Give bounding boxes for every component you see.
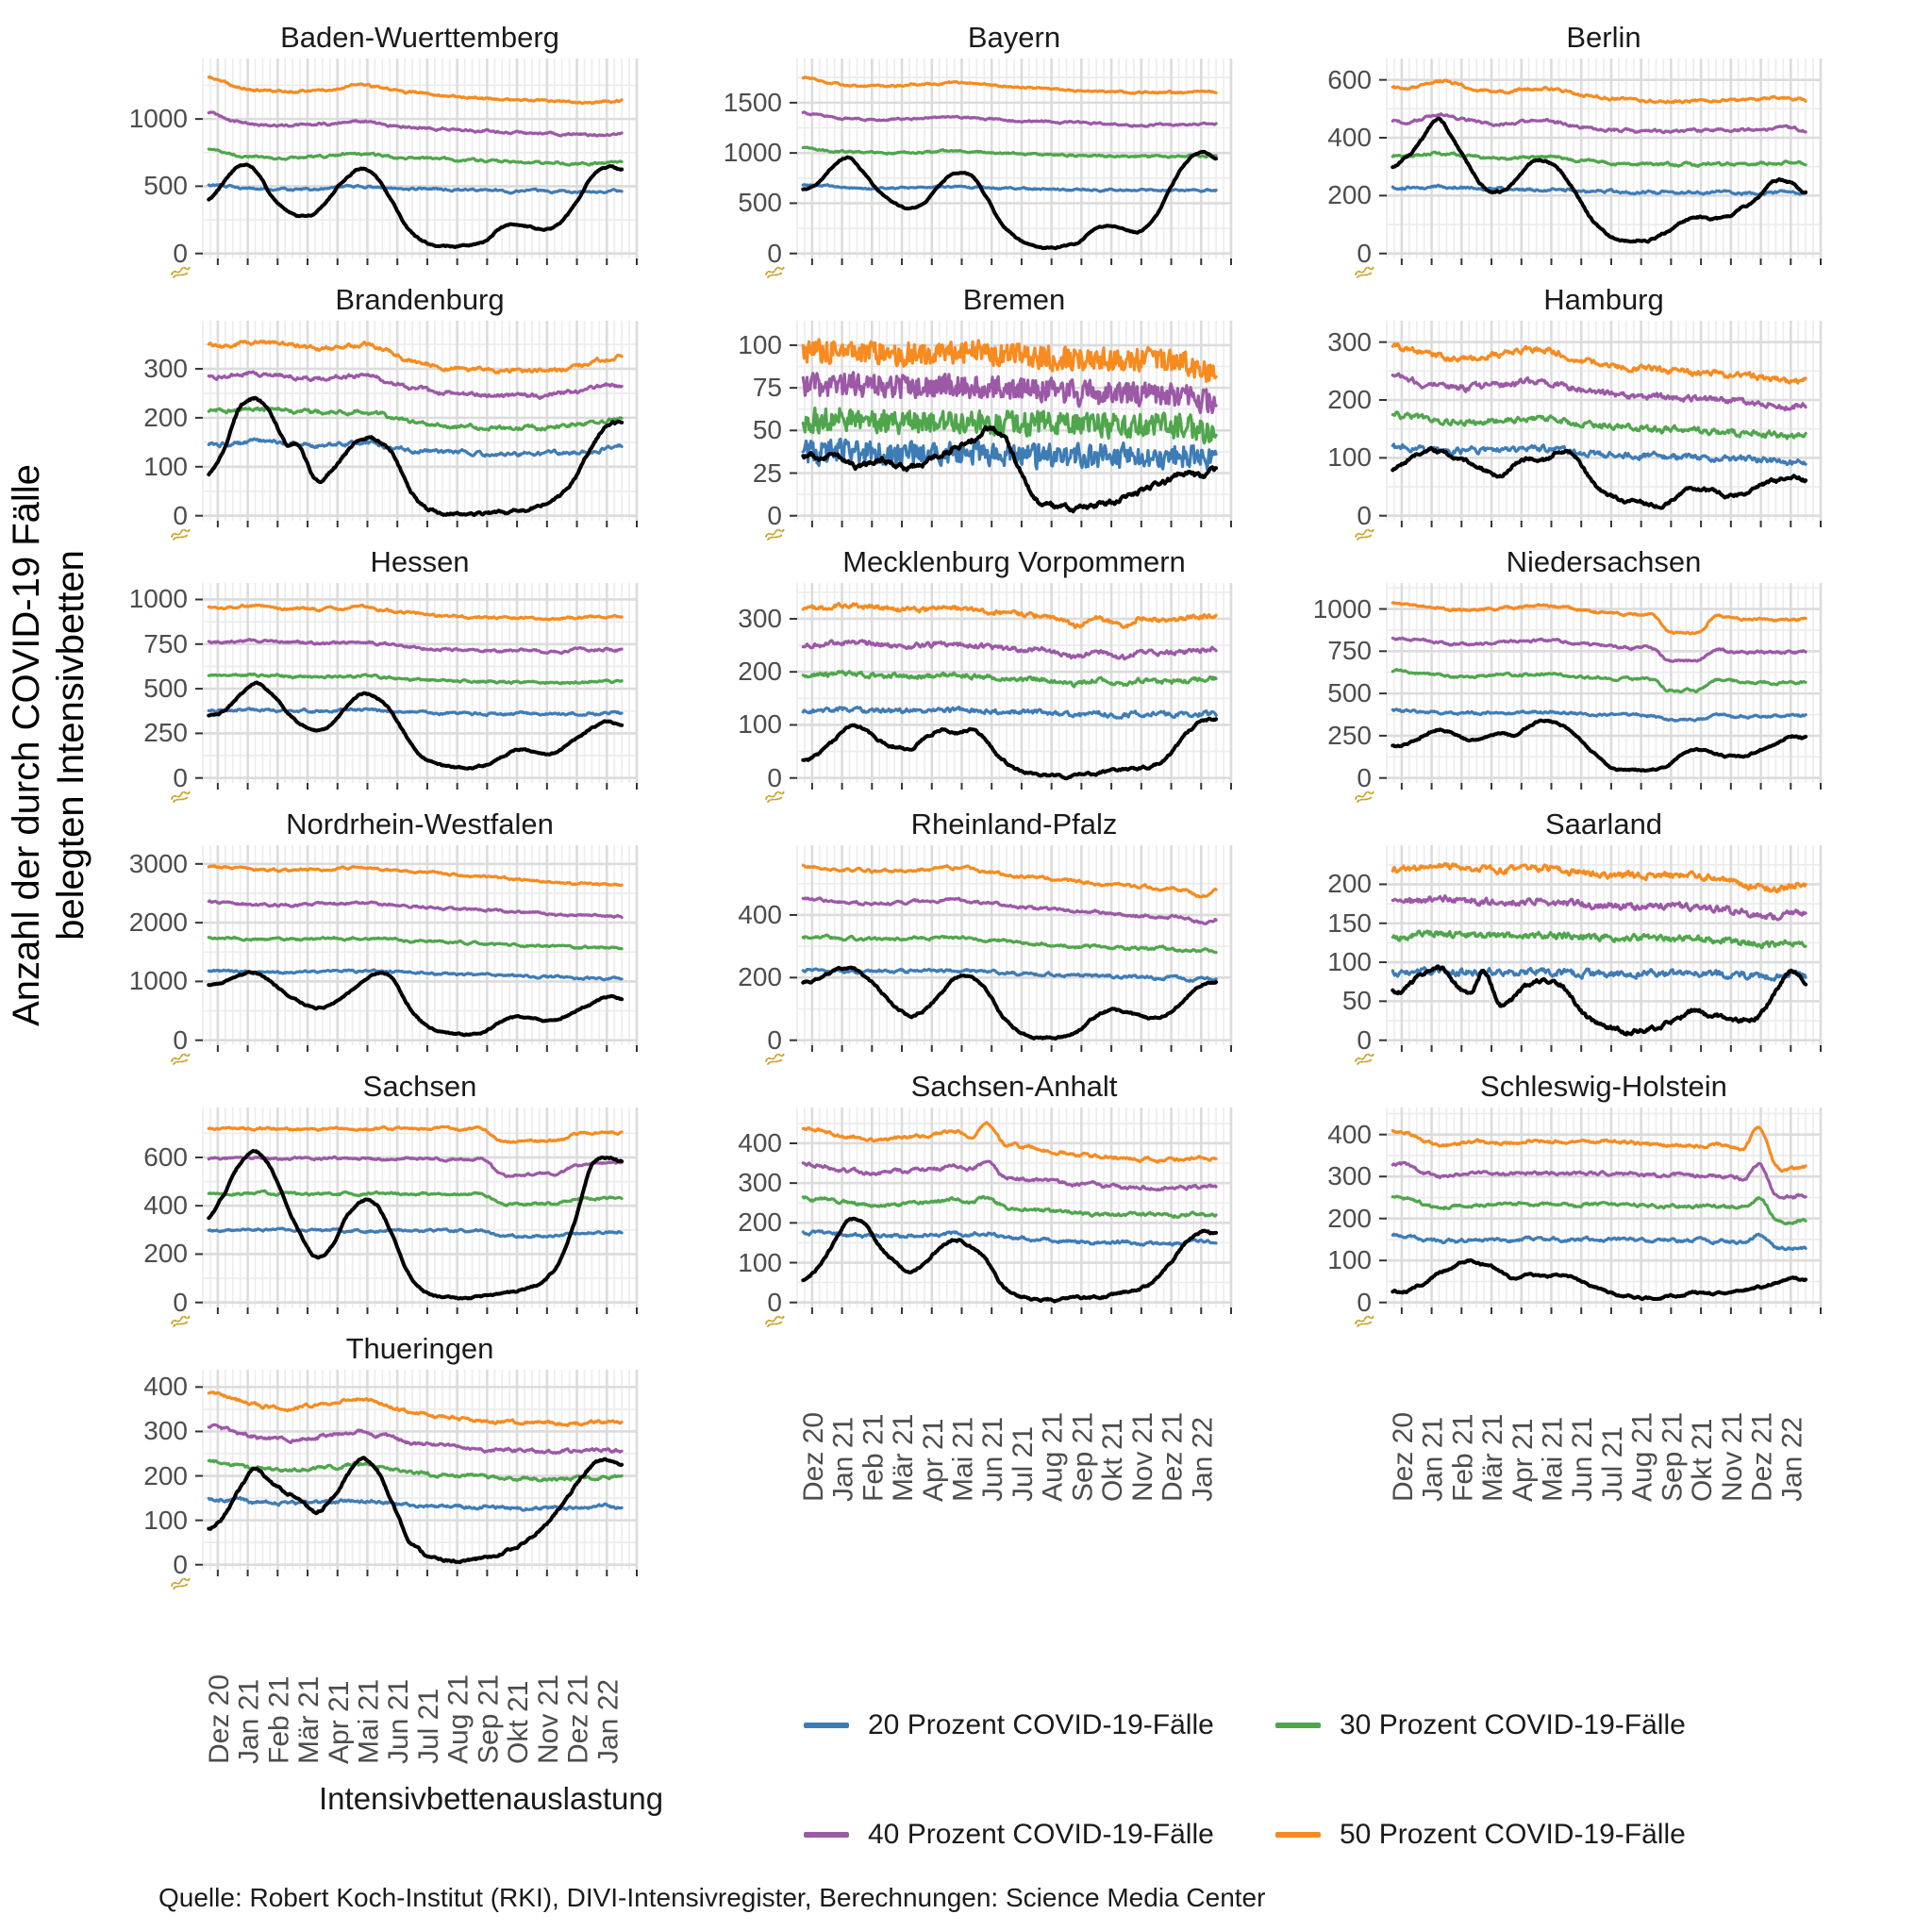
facet-sachsen-anhalt <box>675 1066 1250 1328</box>
y-tick-label: 0 <box>1357 762 1372 792</box>
x-tick-label: Okt 21 <box>1097 1418 1129 1502</box>
facet-title: Mecklenburg Vorpommern <box>842 545 1186 578</box>
x-tick-label: Jan 22 <box>1187 1416 1219 1502</box>
y-tick-label: 500 <box>143 674 188 704</box>
source-caption: Quelle: Robert Koch-Institut (RKI), DIVI-Intensivregister, Berechnungen: Science Media Center <box>158 1883 1266 1912</box>
legend-line-swatch <box>1275 1723 1321 1728</box>
y-tick-label: 500 <box>143 171 188 201</box>
x-tick-label: Apr 21 <box>1507 1418 1539 1502</box>
facet-panel-niedersachsen <box>1375 583 1828 802</box>
y-axis-title: Anzahl der durch COVID-19 Fälle belegten Intensivbetten <box>5 464 92 1026</box>
legend-title: Intensivbettenauslastung <box>319 1781 664 1816</box>
facet-panel-sachsen <box>192 1107 644 1326</box>
legend-entry-label: 40 Prozent COVID-19-Fälle <box>868 1819 1214 1850</box>
x-tick-label: Feb 21 <box>263 1675 295 1764</box>
gold-scribble-icon <box>763 524 788 543</box>
y-tick-label: 500 <box>738 188 782 218</box>
y-tick-label: 0 <box>173 1024 188 1055</box>
facet-saarland <box>1264 804 1840 1066</box>
facet-title: Hamburg <box>1543 283 1664 316</box>
facet-niedersachsen <box>1264 541 1840 804</box>
facet-hessen <box>80 541 656 804</box>
legend-entry-p40 <box>804 1819 1275 1851</box>
gold-scribble-icon <box>763 1049 788 1068</box>
x-tick-label: Feb 21 <box>1447 1413 1479 1502</box>
y-tick-label: 100 <box>738 709 782 740</box>
facet-panel-brandenburg <box>192 321 644 540</box>
y-tick-label: 300 <box>1327 1161 1372 1191</box>
gold-scribble-icon <box>169 787 193 806</box>
y-tick-label: 0 <box>173 762 188 792</box>
gold-scribble-icon <box>169 1311 193 1330</box>
facet-panel-hessen <box>192 583 644 802</box>
y-tick-label: 200 <box>738 962 782 992</box>
y-tick-label: 1000 <box>128 104 188 134</box>
y-tick-label: 25 <box>752 458 782 488</box>
facet-title: Rheinland-Pfalz <box>910 807 1118 841</box>
facet-hamburg <box>1264 279 1840 541</box>
x-tick-label: Jul 21 <box>412 1688 444 1764</box>
y-tick-label: 250 <box>143 718 188 748</box>
x-axis-labels-col3 <box>1375 1317 1828 1506</box>
facet-panel-nordrhein-westfalen <box>192 845 644 1064</box>
facet-title: Baden-Wuerttemberg <box>280 21 559 54</box>
y-tick-label: 1000 <box>723 138 782 168</box>
facet-mecklenburg-vorpommern <box>675 541 1250 804</box>
x-tick-label: Nov 21 <box>1716 1411 1748 1502</box>
gold-scribble-icon <box>763 262 788 281</box>
x-tick-label: Sep 21 <box>473 1673 505 1764</box>
x-axis-labels-col2 <box>786 1317 1239 1506</box>
facet-title: Hessen <box>370 545 470 578</box>
y-tick-label: 300 <box>738 1168 782 1198</box>
y-tick-label: 0 <box>767 500 782 530</box>
legend-entry-label: 50 Prozent COVID-19-Fälle <box>1340 1819 1686 1850</box>
gold-scribble-icon <box>169 262 193 281</box>
facet-title: Bayern <box>967 21 1061 54</box>
y-tick-label: 0 <box>1357 238 1372 268</box>
y-tick-label: 75 <box>752 373 782 403</box>
facet-panel-bayern <box>786 58 1239 277</box>
facet-title: Brandenburg <box>335 283 505 316</box>
x-tick-label: Mär 21 <box>293 1675 325 1764</box>
facet-panel-baden-wuerttemberg <box>192 58 644 277</box>
x-tick-label: Dez 21 <box>1746 1411 1778 1502</box>
x-tick-label: Aug 21 <box>442 1673 475 1764</box>
y-tick-label: 200 <box>1327 1203 1372 1233</box>
x-tick-label: Dez 21 <box>1157 1411 1189 1502</box>
y-tick-label: 250 <box>1327 720 1372 750</box>
y-tick-label: 500 <box>1327 678 1372 708</box>
facet-title: Saarland <box>1544 807 1663 841</box>
y-tick-label: 0 <box>767 1024 782 1055</box>
y-tick-label: 750 <box>1327 636 1372 666</box>
gold-scribble-icon <box>1353 524 1377 543</box>
y-tick-label: 50 <box>752 415 782 445</box>
y-tick-label: 200 <box>143 1239 188 1269</box>
y-tick-label: 2000 <box>128 907 188 938</box>
legend-entry-p20 <box>804 1709 1275 1741</box>
x-tick-label: Jun 21 <box>1567 1416 1599 1502</box>
facet-title: Nordrhein-Westfalen <box>286 807 554 841</box>
x-tick-label: Feb 21 <box>858 1413 890 1502</box>
y-tick-label: 400 <box>738 899 782 929</box>
y-tick-label: 100 <box>1327 1245 1372 1275</box>
facet-title: Thueringen <box>345 1332 494 1365</box>
facet-panel-schleswig-holstein <box>1375 1107 1828 1326</box>
x-tick-label: Jun 21 <box>383 1678 415 1764</box>
x-tick-label: Jul 21 <box>1596 1425 1628 1502</box>
facet-panel-rheinland-pfalz <box>786 845 1239 1064</box>
x-tick-label: Dez 20 <box>203 1673 235 1764</box>
facet-panel-bremen <box>786 321 1239 540</box>
y-tick-label: 750 <box>143 628 188 658</box>
y-tick-label: 400 <box>143 1190 188 1221</box>
x-axis-labels-col1 <box>192 1579 644 1768</box>
y-tick-label: 600 <box>143 1141 188 1172</box>
gold-scribble-icon <box>763 787 788 806</box>
x-tick-label: Sep 21 <box>1067 1411 1099 1502</box>
facet-title: Schleswig-Holstein <box>1480 1070 1727 1103</box>
y-tick-label: 300 <box>1327 326 1372 357</box>
legend-entry-label: 20 Prozent COVID-19-Fälle <box>868 1709 1214 1740</box>
facet-berlin <box>1264 17 1840 279</box>
facet-brandenburg <box>80 279 656 541</box>
x-tick-label: Aug 21 <box>1626 1411 1658 1502</box>
y-tick-label: 200 <box>738 1207 782 1238</box>
x-tick-label: Sep 21 <box>1657 1411 1689 1502</box>
gold-scribble-icon <box>1353 1049 1377 1068</box>
x-tick-label: Aug 21 <box>1037 1411 1069 1502</box>
y-tick-label: 200 <box>1327 869 1372 899</box>
x-tick-label: Jun 21 <box>977 1416 1009 1502</box>
facet-sachsen <box>80 1066 656 1328</box>
y-tick-label: 100 <box>143 1505 188 1535</box>
facet-title: Bremen <box>962 283 1066 316</box>
y-tick-label: 400 <box>143 1372 188 1402</box>
facet-panel-hamburg <box>1375 321 1828 540</box>
y-tick-label: 300 <box>143 353 188 383</box>
legend-entry-p50 <box>1275 1819 1747 1851</box>
facet-title: Sachsen-Anhalt <box>910 1070 1118 1103</box>
y-tick-label: 0 <box>767 1287 782 1317</box>
legend-line-swatch <box>1275 1832 1321 1838</box>
legend-entry-label: 30 Prozent COVID-19-Fälle <box>1340 1709 1686 1740</box>
y-tick-label: 1000 <box>1312 593 1372 624</box>
x-tick-label: Okt 21 <box>503 1680 535 1764</box>
y-tick-label: 400 <box>1327 1119 1372 1149</box>
legend-line-swatch <box>804 1832 849 1838</box>
facet-baden-wuerttemberg <box>80 17 656 279</box>
y-tick-label: 400 <box>1327 122 1372 152</box>
x-tick-label: Jan 21 <box>827 1416 859 1502</box>
facet-rheinland-pfalz <box>675 804 1250 1066</box>
facet-panel-berlin <box>1375 58 1828 277</box>
y-tick-label: 1500 <box>723 87 782 117</box>
facet-title: Niedersachsen <box>1506 545 1702 578</box>
y-tick-label: 0 <box>173 500 188 530</box>
y-tick-label: 100 <box>738 329 782 359</box>
y-tick-label: 200 <box>1327 384 1372 414</box>
x-tick-label: Jan 22 <box>592 1678 625 1764</box>
y-tick-label: 100 <box>1327 947 1372 977</box>
y-tick-label: 0 <box>173 1549 188 1579</box>
y-tick-label: 0 <box>767 238 782 268</box>
facet-panel-thueringen <box>192 1370 644 1589</box>
y-tick-label: 200 <box>143 402 188 432</box>
legend <box>804 1709 1747 1851</box>
gold-scribble-icon <box>169 524 193 543</box>
y-tick-label: 200 <box>738 657 782 687</box>
y-tick-label: 0 <box>767 762 782 792</box>
x-tick-label: Okt 21 <box>1687 1418 1719 1502</box>
y-tick-label: 50 <box>1341 986 1372 1016</box>
y-tick-label: 400 <box>738 1127 782 1157</box>
x-tick-label: Nov 21 <box>1126 1411 1158 1502</box>
gold-scribble-icon <box>169 1573 193 1592</box>
facet-panel-mecklenburg-vorpommern <box>786 583 1239 802</box>
x-tick-label: Dez 20 <box>797 1411 829 1502</box>
gold-scribble-icon <box>763 1311 788 1330</box>
y-tick-label: 0 <box>1357 1287 1372 1317</box>
y-tick-label: 150 <box>1327 907 1372 938</box>
y-tick-label: 200 <box>1327 180 1372 210</box>
y-tick-label: 300 <box>143 1416 188 1446</box>
x-tick-label: Mai 21 <box>353 1678 385 1764</box>
y-tick-label: 0 <box>1357 1024 1372 1055</box>
y-tick-label: 100 <box>143 451 188 481</box>
y-tick-label: 3000 <box>128 848 188 878</box>
y-tick-label: 1000 <box>128 584 188 614</box>
gold-scribble-icon <box>1353 787 1377 806</box>
facet-nordrhein-westfalen <box>80 804 656 1066</box>
facet-title: Berlin <box>1566 21 1641 54</box>
facet-title: Sachsen <box>362 1070 477 1103</box>
y-tick-label: 600 <box>1327 64 1372 94</box>
y-tick-label: 0 <box>173 238 188 268</box>
x-tick-label: Apr 21 <box>323 1680 355 1764</box>
y-tick-label: 0 <box>173 1287 188 1317</box>
x-tick-label: Jul 21 <box>1007 1425 1039 1502</box>
legend-line-swatch <box>804 1723 849 1728</box>
y-tick-label: 100 <box>1327 442 1372 473</box>
x-tick-label: Dez 21 <box>562 1673 594 1764</box>
x-tick-label: Jan 21 <box>1417 1416 1449 1502</box>
gold-scribble-icon <box>169 1049 193 1068</box>
y-tick-label: 200 <box>143 1460 188 1490</box>
x-tick-label: Mai 21 <box>947 1416 979 1502</box>
facet-panel-saarland <box>1375 845 1828 1064</box>
y-tick-label: 300 <box>738 603 782 633</box>
x-tick-label: Mär 21 <box>888 1413 920 1502</box>
gold-scribble-icon <box>1353 1311 1377 1330</box>
x-tick-label: Dez 20 <box>1387 1411 1419 1502</box>
legend-entry-p30 <box>1275 1709 1747 1741</box>
x-tick-label: Apr 21 <box>917 1418 949 1502</box>
y-tick-label: 1000 <box>128 966 188 996</box>
facet-bayern <box>675 17 1250 279</box>
facet-schleswig-holstein <box>1264 1066 1840 1328</box>
x-tick-label: Jan 22 <box>1776 1416 1808 1502</box>
gold-scribble-icon <box>1353 262 1377 281</box>
y-tick-label: 0 <box>1357 500 1372 530</box>
x-tick-label: Nov 21 <box>532 1673 564 1764</box>
x-tick-label: Jan 21 <box>233 1678 265 1764</box>
x-tick-label: Mär 21 <box>1477 1413 1509 1502</box>
y-tick-label: 100 <box>738 1247 782 1277</box>
facet-bremen <box>675 279 1250 541</box>
x-tick-label: Mai 21 <box>1537 1416 1569 1502</box>
facet-thueringen <box>80 1328 656 1590</box>
facet-panel-sachsen-anhalt <box>786 1107 1239 1326</box>
